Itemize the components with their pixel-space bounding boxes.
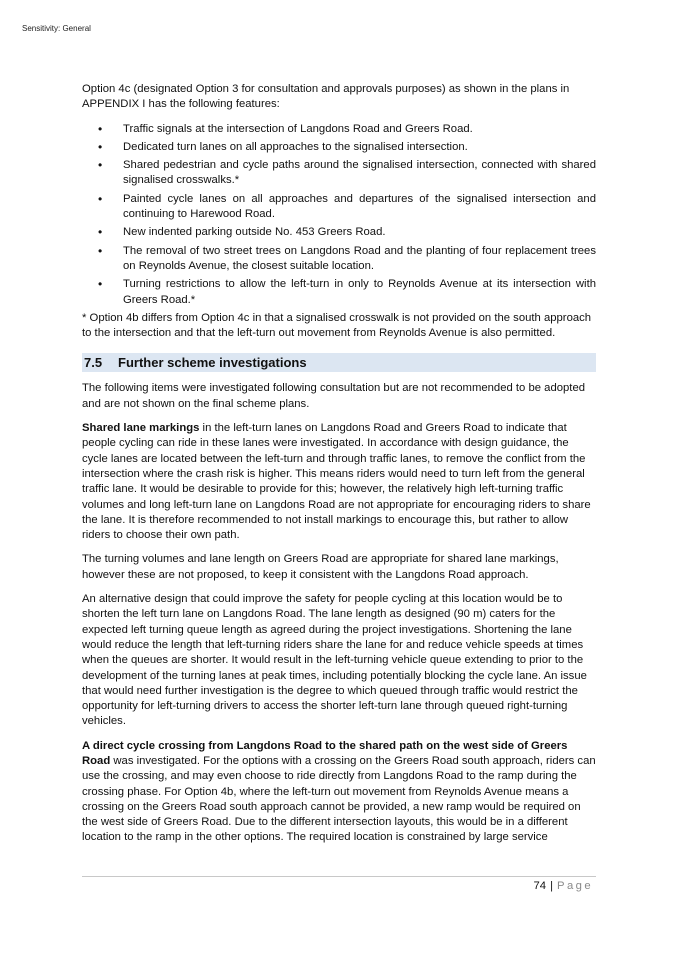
footer-divider — [82, 876, 596, 877]
paragraph-alternative-design: An alternative design that could improve the safety for people cycling at this location would be to shorten the left turn lane on Langdons Road. The lane length as designed (90 m) caters for the expected left turning queue length as agreed during the project investigations. Shortening the lane would reduce the length that left-turning riders share the lane for and reduce vehicle speeds at times when the queues are shorter. It would result in the left-turning vehicle queue extending to prior to the development of the turning lanes at peak times, including potentially blocking the cycle lane. An issue that would need further investigation is the degree to which queued through traffic would restrict the opportunity for left-turning drivers to access the shorter left-turn lane through queued right-turning vehicles. — [82, 593, 587, 728]
bold-lead: Shared lane markings — [82, 422, 200, 435]
list-item: • New indented parking outside No. 453 Greers Road. — [98, 225, 386, 240]
page-footer — [534, 880, 594, 892]
bullet-icon: • — [98, 277, 103, 292]
footer-separator: | — [550, 880, 554, 892]
intro-paragraph: Option 4c (designated Option 3 for consultation and approvals purposes) as shown in the plans in APPENDIX I has the following features: — [82, 83, 570, 111]
bullet-icon: • — [98, 139, 103, 154]
list-item: • Turning restrictions to allow the left-turn in only to Reynolds Avenue at its intersection with Greers Road.* — [98, 277, 596, 306]
bold-lead: A direct cycle crossing from Langdons Road to the shared path on the west side of Greers Road — [82, 739, 568, 767]
section-number: 7.5 — [84, 355, 103, 371]
bullet-icon: • — [98, 243, 103, 258]
list-item: • Traffic signals at the intersection of Langdons Road and Greers Road. — [98, 121, 473, 136]
section-title: Further scheme investigations — [118, 355, 307, 371]
footnote: * Option 4b differs from Option 4c in that a signalised crosswalk is not provided on the south approach to the intersection and that the left-turn out movement from Reynolds Avenue is also permitted. — [82, 311, 592, 340]
list-item: • Shared pedestrian and cycle paths around the signalised intersection, connected with shared signalised crosswalks.* — [98, 158, 596, 187]
feature-list — [82, 122, 596, 308]
list-item: • Painted cycle lanes on all approaches and departures of the signalised intersection and continuing to Harewood Road. — [98, 191, 596, 221]
paragraph-direct-crossing: A direct cycle crossing from Langdons Road to the shared path on the west side of Greers Road was investigated. For the options with a crossing on the Greers Road south approach, riders can use the crossing, and may even choose to ride directly from Langdons Road to the ramp during the crossing phase. For Option 4b, where the left-turn out movement from Reynolds Avenue means a crossing on the Greers Road south approach cannot be provided, a new ramp would be required on the west side of Greers Road. Due to the different intersection layouts, this would be in a different location to the ramp in the other options. The required location is constrained by large service — [82, 739, 596, 844]
paragraph-greers-road: The turning volumes and lane length on Greers Road are appropriate for shared lane markings, however these are not proposed, to keep it consistent with the Langdons Road approach. — [82, 553, 559, 581]
bullet-icon: • — [98, 158, 103, 173]
page-label: Page — [557, 880, 593, 892]
bullet-icon: • — [98, 191, 103, 206]
section-heading — [82, 353, 596, 372]
list-item: • Dedicated turn lanes on all approaches to the signalised intersection. — [98, 139, 468, 154]
bullet-icon: • — [98, 225, 103, 240]
list-item: • The removal of two street trees on Langdons Road and the planting of four replacement trees on Reynolds Avenue, the closest suitable location. — [98, 243, 596, 272]
paragraph-shared-lane-markings: Shared lane markings in the left-turn lanes on Langdons Road and Greers Road to indicate that people cycling can ride in these lanes were investigated. In accordance with design guidance, the cycle lanes are located between the left-turn and through traffic lanes, to remove the conflict from the intersection where the crash risk is higher. This means riders would need to turn left from the general traffic lane. It would be desirable to provide for this; however, the relatively high left-turning traffic volumes and long left-turn lane on Langdons Road are not appropriate for encouraging riders to share the lane. It is therefore recommended to not install markings to encourage this, but rather to allow riders to choose their own path. — [82, 422, 591, 542]
page-number: 74 — [533, 880, 547, 892]
paragraph-investigated: The following items were investigated following consultation but are not recommended to be adopted and are not shown on the final scheme plans. — [82, 382, 586, 410]
bullet-icon: • — [98, 121, 103, 136]
sensitivity-label: Sensitivity: General — [22, 24, 91, 33]
document-body — [82, 82, 596, 855]
